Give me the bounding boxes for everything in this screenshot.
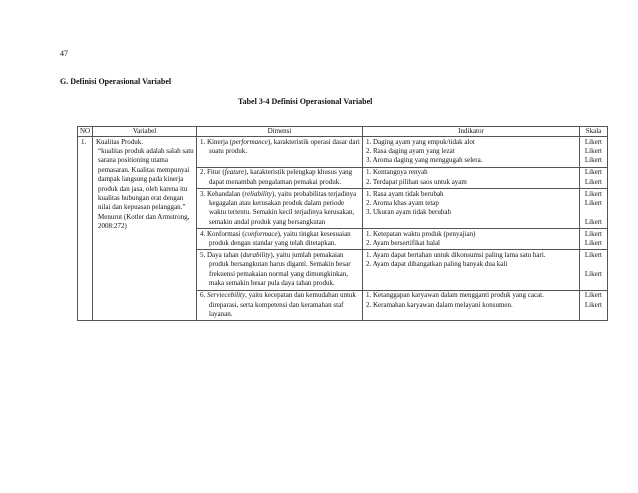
cell-indicators bbox=[363, 137, 580, 168]
dimension-num: 1. bbox=[200, 137, 206, 146]
dimension-term-en: durability bbox=[242, 250, 271, 259]
scale-value: Likert bbox=[584, 177, 602, 186]
table-row bbox=[78, 137, 608, 168]
dimension-term: Kehandalan bbox=[207, 189, 241, 198]
dimension-description: ), karakteristik pelengkap khusus yang dapat menambah pengalaman pemakai produk. bbox=[209, 168, 353, 186]
cell-variabel bbox=[93, 137, 197, 321]
scale-value: Likert bbox=[584, 189, 602, 198]
dimension-description: ), yaitu probabilitas terjadinya kegagalan atau kerusakan produk dalam periode waktu tertentu. Semakin kecil terjadinya kerusakan, semakin andal produk yang bersangkutan bbox=[209, 189, 357, 226]
cell-indicators bbox=[363, 167, 580, 188]
table-caption: Tabel 3-4 Definisi Operasional Variabel bbox=[238, 97, 373, 106]
indicator-item: 1. Ayam dapat bertahan untuk dikonsumsi paling lama satu hari. bbox=[366, 250, 546, 259]
scale-value: Likert bbox=[584, 250, 602, 259]
dimension-num: 6. bbox=[200, 291, 206, 300]
cell-scale bbox=[580, 250, 608, 290]
scale-value: Likert bbox=[584, 269, 602, 278]
cell-no: 1. bbox=[78, 137, 93, 321]
indicator-item: 3. Aroma daging yang menggugah selera. bbox=[366, 156, 483, 165]
section-title: G. Definisi Operasional Variabel bbox=[60, 77, 172, 86]
dimension-num: 3. bbox=[200, 189, 206, 198]
cell-dimension: 3. Kehandalan (reliability), yaitu probabilitas terjadinya kegagalan atau kerusakan produk dalam periode waktu tertentu. Semakin kecil terjadinya kerusakan, semakin andal produk yang bersangkutan bbox=[197, 189, 363, 229]
scale-value: Likert bbox=[584, 198, 602, 207]
dimension-term-en: Serviecebility bbox=[207, 291, 246, 300]
indicator-item: 2. Aroma khas ayam tetap bbox=[366, 198, 439, 207]
dimension-term-en: performance bbox=[232, 137, 268, 146]
dimension-term: Daya tahan bbox=[207, 250, 239, 259]
scale-value: Likert bbox=[584, 137, 602, 146]
scale-value: Likert bbox=[584, 229, 602, 238]
cell-scale bbox=[580, 137, 608, 168]
indicator-item: 1. Ketanggapan karyawan dalam mengganti produk yang cacat. bbox=[366, 291, 544, 300]
page-number: 47 bbox=[60, 49, 68, 58]
scale-value: Likert bbox=[584, 300, 602, 309]
cell-dimension: 4. Konformasi (conformace), yaitu tingkat kesesuaian produk dengan standar yang telah ditetapkan. bbox=[197, 229, 363, 250]
indicator-item: 1. Ketepatan waktu produk (penyajian) bbox=[366, 229, 476, 238]
table-header-row bbox=[78, 127, 608, 137]
dimension-num: 2. bbox=[200, 168, 206, 177]
dimension-term-en: reliability bbox=[244, 189, 272, 198]
cell-dimension: 1. Kinerja (performance), karakteristik operasi dasar dari suatu produk. bbox=[197, 137, 363, 168]
definition-table bbox=[77, 126, 608, 321]
dimension-description: ), karakteristik operasi dasar dari suatu produk. bbox=[209, 137, 360, 155]
cell-dimension: 2. Fitur (feature), karakteristik pelengkap khusus yang dapat menambah pengalaman pemakai produk. bbox=[197, 167, 363, 188]
dimension-num: 5. bbox=[200, 250, 206, 259]
cell-scale bbox=[580, 290, 608, 321]
indicator-item: 2. Rasa daging ayam yang lezat bbox=[366, 146, 455, 155]
cell-indicators bbox=[363, 290, 580, 321]
cell-indicators bbox=[363, 189, 580, 229]
dimension-description: , yaitu jumlah pemakaian produk bersangkutan harus diganti. Semakin besar frekuensi pemakaian normal yang dimungkinkan, maka semakin besar pula daya tahan produk. bbox=[209, 250, 351, 288]
dimension-term-en: feature bbox=[224, 168, 245, 177]
cell-dimension bbox=[197, 290, 363, 321]
dimension-term-en: conformace bbox=[244, 229, 278, 238]
indicator-item: 1. Daging ayam yang empuk/tidak alot bbox=[366, 137, 475, 146]
header-no: NO bbox=[78, 127, 93, 137]
cell-indicators bbox=[363, 250, 580, 290]
header-variabel: Variabel bbox=[93, 127, 197, 137]
scale-value: Likert bbox=[584, 168, 602, 177]
indicator-item: 1. Rasa ayam tidak berubah bbox=[366, 189, 444, 198]
scale-value: Likert bbox=[584, 239, 602, 248]
indicator-item: 2. Keramahan karyawan dalam melayani konsumen. bbox=[366, 300, 513, 309]
indicator-item: 2. Ayam bersertifikat halal bbox=[366, 239, 440, 248]
header-skala: Skala bbox=[580, 127, 608, 137]
cell-dimension: 5. Daya tahan (durability), yaitu jumlah pemakaian produk bersangkutan harus diganti. Semakin besar frekuensi pemakaian normal yang dimungkinkan, maka semakin besar pula daya tahan produk. bbox=[197, 250, 363, 290]
cell-scale bbox=[580, 229, 608, 250]
dimension-description: ), yaitu tingkat kesesuaian produk dengan standar yang telah ditetapkan. bbox=[209, 229, 351, 248]
header-dimensi: Dimensi bbox=[197, 127, 363, 137]
indicator-item: 2. Ayam dapat dihangatkan paling banyak dua kali bbox=[366, 260, 508, 269]
header-indikator: Indikator bbox=[363, 127, 580, 137]
scale-value: Likert bbox=[584, 217, 602, 226]
dimension-description: , yaitu kecepatan dan kemudahan untuk direparasi, serta kompetensi dan keramahan staf layanan. bbox=[209, 291, 356, 318]
scale-value: Likert bbox=[584, 146, 602, 155]
scale-value: Likert bbox=[584, 291, 602, 300]
scale-value: Likert bbox=[584, 156, 602, 165]
indicator-item: 1. Kentangnya renyah bbox=[366, 168, 428, 177]
cell-scale bbox=[580, 167, 608, 188]
variable-definition: “kualitas produk adalah salah satu sarana positioning utama pemasaran. Kualitas mempunyai dampak langsung pada kinerja produk dan jasa, oleh karena itu kualitas hubungan erat dengan nilai dan kepuasan pelanggan.” Menurut (Kotler dan Armstrong, 2008:272) bbox=[98, 146, 194, 231]
cell-indicators bbox=[363, 229, 580, 250]
dimension-num: 4. bbox=[200, 229, 206, 238]
indicator-item: 3. Ukuran ayam tidak berubah bbox=[366, 208, 451, 217]
dimension-term: Fitur bbox=[207, 168, 221, 177]
cell-scale bbox=[580, 189, 608, 229]
indicator-item: 2. Terdapat pilihan saos untuk ayam bbox=[366, 177, 467, 186]
variable-title: Kualitas Produk. bbox=[96, 137, 144, 146]
dimension-term: Kinerja bbox=[207, 137, 228, 146]
dimension-term: Konformasi bbox=[207, 229, 241, 238]
